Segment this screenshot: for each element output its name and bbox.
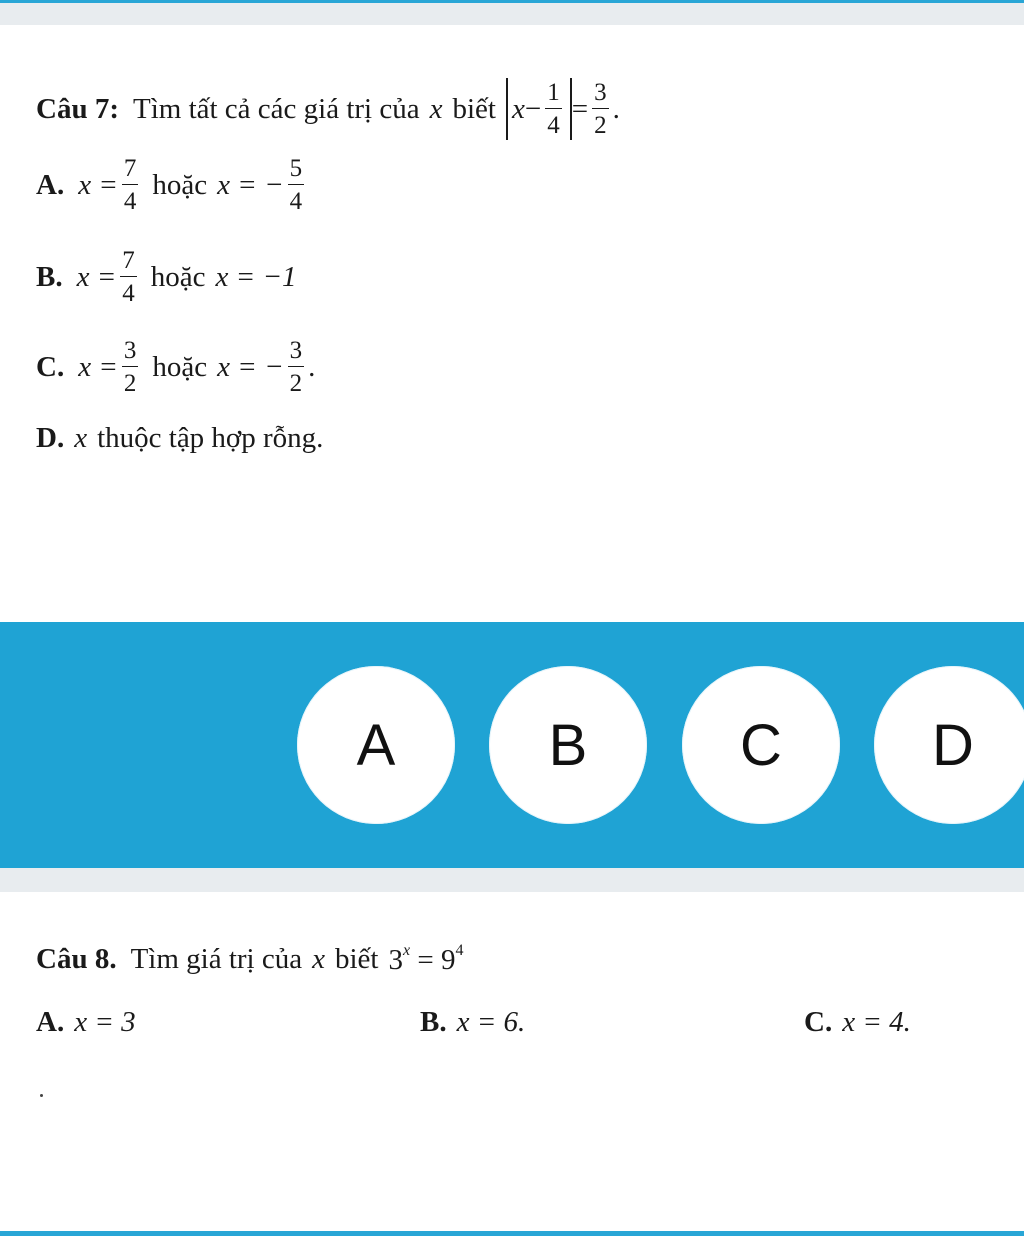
- question-7-absolute-value: x − $\frac{1}{4}$: [506, 78, 572, 140]
- question-8-text: Tìm giá trị của: [130, 943, 303, 975]
- middle-separator-band: [0, 868, 1024, 892]
- choice-c-button[interactable]: C: [682, 666, 840, 824]
- question-8-equation: $3^x = 9^4$: [388, 942, 464, 976]
- option-c: C. x = $\frac{3}{2}$ hoặc x = − $\frac{3}{2}$ .: [36, 337, 316, 397]
- fraction-one-quarter: $\frac{1}{4}$: [547, 79, 560, 139]
- choice-b-button[interactable]: B: [489, 666, 647, 824]
- option-label: B.: [420, 1006, 447, 1038]
- question-7-label: Câu 7:: [36, 92, 119, 125]
- fraction: $\frac{3}{2}$: [289, 337, 303, 397]
- option-a: A. x = $\frac{7}{4}$ hoặc x = − $\frac{5}{4}$: [36, 155, 303, 215]
- fraction: $\frac{3}{2}$: [123, 337, 137, 397]
- option-b: B. x = $\frac{7}{4}$ hoặc x = −1: [36, 247, 297, 307]
- option-label: C.: [36, 350, 65, 383]
- option-label: C.: [804, 1006, 833, 1038]
- choice-a-button[interactable]: A: [297, 666, 455, 824]
- option-label: A.: [36, 1006, 65, 1038]
- choice-d-button[interactable]: D: [874, 666, 1024, 824]
- option-label: B.: [36, 260, 63, 293]
- question-7-stem: Câu 7: Tìm tất cả các giá trị của x biết x − $\frac{1}{4}$ = $\frac{3}{2}$ .: [36, 79, 620, 139]
- fraction: $\frac{7}{4}$: [122, 247, 135, 307]
- question-8-label: Câu 8.: [36, 943, 117, 975]
- top-separator-band: [0, 3, 1024, 25]
- option-label: D.: [36, 422, 65, 454]
- option-d: D. x thuộc tập hợp rỗng.: [36, 422, 324, 454]
- question-7-know: biết: [452, 92, 496, 125]
- question-8-stem: Câu 8. Tìm giá trị của x biết $3^x = 9^4$: [36, 942, 464, 976]
- fraction: $\frac{5}{4}$: [289, 155, 303, 215]
- option-c: C. x = 4.: [804, 1006, 911, 1038]
- option-b: B. x = 6.: [420, 1006, 526, 1038]
- fraction: $\frac{7}{4}$: [123, 155, 137, 215]
- stray-dot: [40, 1094, 43, 1097]
- answer-choice-bar: [0, 622, 1024, 868]
- fraction-three-halves: $\frac{3}{2}$: [594, 79, 607, 139]
- option-a: A. x = 3: [36, 1006, 136, 1038]
- option-label: A.: [36, 168, 65, 201]
- question-7-variable: x: [429, 92, 443, 125]
- question-7-text: Tìm tất cả các giá trị của: [132, 92, 420, 125]
- bottom-accent-line: [0, 1231, 1024, 1236]
